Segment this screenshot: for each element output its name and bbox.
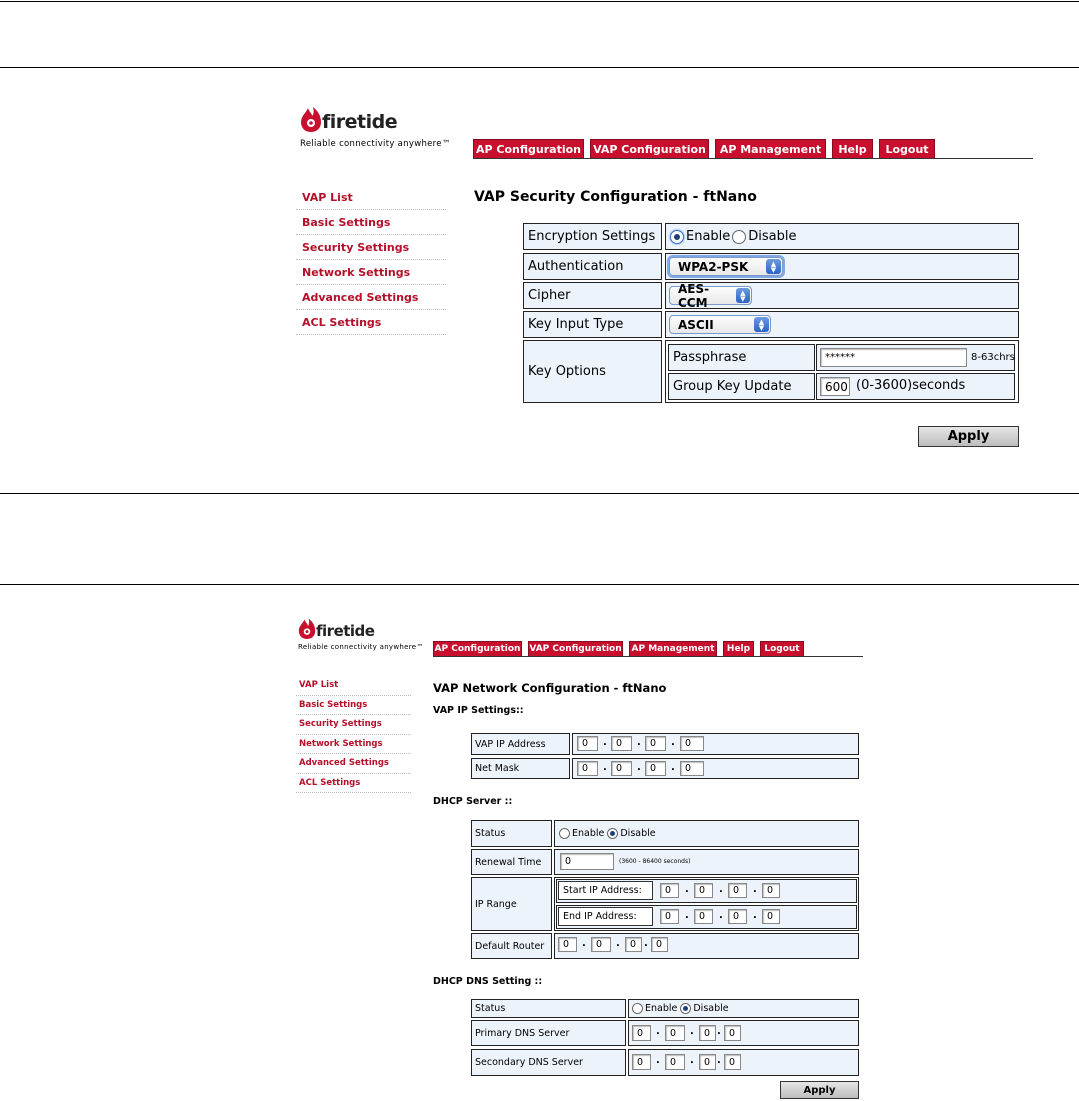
sidebar-item-basic-settings[interactable]: Basic Settings bbox=[296, 210, 446, 235]
brand-logo bbox=[300, 103, 460, 151]
net-mask-octet-4[interactable]: 0 bbox=[680, 761, 704, 776]
dhcp-status-cell bbox=[554, 820, 859, 847]
brand-logo-small bbox=[298, 615, 433, 655]
vap-ip-octet-3[interactable]: 0 bbox=[645, 736, 666, 751]
key-options-label: Key Options bbox=[523, 340, 662, 403]
ip-dot: . bbox=[719, 884, 723, 895]
start-ip-label: Start IP Address: bbox=[558, 881, 653, 900]
tab-logout[interactable]: Logout bbox=[879, 139, 935, 158]
passphrase-input[interactable]: ****** bbox=[820, 348, 967, 367]
separator-3 bbox=[0, 584, 1079, 585]
default-router-octet-1[interactable]: 0 bbox=[558, 937, 577, 952]
vap-ip-address-label: VAP IP Address bbox=[471, 733, 570, 755]
sidebar bbox=[296, 185, 446, 335]
encryption-settings-label: Encryption Settings bbox=[523, 223, 662, 250]
firetide-flame-logo-icon bbox=[298, 615, 316, 640]
encryption-enable-label: Enable bbox=[686, 229, 731, 244]
top-nav-tabs bbox=[473, 139, 941, 158]
ip-dot: . bbox=[656, 1026, 660, 1037]
dhcp-server-heading: DHCP Server :: bbox=[433, 796, 513, 807]
passphrase-hint: 8-63chrs bbox=[971, 352, 1015, 363]
sidebar-item-acl-settings[interactable]: ACL Settings bbox=[296, 310, 446, 335]
secondary-dns-octet-3[interactable]: 0 bbox=[699, 1054, 716, 1070]
cipher-label: Cipher bbox=[523, 282, 662, 309]
tab-help[interactable]: Help bbox=[723, 641, 754, 656]
primary-dns-octet-1[interactable]: 0 bbox=[632, 1025, 651, 1041]
ip-dot: . bbox=[637, 762, 641, 773]
sidebar-item-vap-list[interactable]: VAP List bbox=[296, 676, 411, 696]
dhcp-enable-label: Enable bbox=[572, 828, 605, 839]
dns-status-label: Status bbox=[471, 999, 626, 1018]
ip-dot: . bbox=[690, 1055, 694, 1066]
net-mask-octet-2[interactable]: 0 bbox=[611, 761, 632, 776]
group-key-update-label: Group Key Update bbox=[668, 373, 815, 400]
sidebar-item-network-settings[interactable]: Network Settings bbox=[296, 735, 411, 755]
tab-vap-configuration[interactable]: VAP Configuration bbox=[528, 641, 623, 656]
tab-logout[interactable]: Logout bbox=[760, 641, 804, 656]
sidebar-item-security-settings[interactable]: Security Settings bbox=[296, 715, 411, 735]
encryption-enable-radio[interactable] bbox=[670, 230, 684, 244]
group-key-update-hint: (0-3600)seconds bbox=[856, 378, 966, 393]
tab-underline bbox=[433, 656, 863, 657]
ip-dot: . bbox=[671, 762, 675, 773]
firetide-flame-logo-icon bbox=[300, 103, 322, 133]
vap-ip-octet-4[interactable]: 0 bbox=[680, 736, 704, 751]
dns-disable-radio[interactable] bbox=[680, 1003, 691, 1014]
start-ip-octet-2[interactable]: 0 bbox=[694, 883, 713, 898]
authentication-select[interactable]: WPA2-PSK ▲ ▼ bbox=[669, 257, 783, 276]
dns-disable-label: Disable bbox=[693, 1003, 729, 1014]
default-router-octet-4[interactable]: 0 bbox=[651, 937, 668, 952]
authentication-label: Authentication bbox=[523, 253, 662, 280]
default-router-label: Default Router bbox=[471, 933, 552, 959]
dhcp-status-label: Status bbox=[471, 820, 552, 847]
ip-dot: . bbox=[603, 737, 607, 748]
default-router-octet-2[interactable]: 0 bbox=[591, 937, 611, 952]
sidebar bbox=[296, 676, 411, 793]
net-mask-octet-1[interactable]: 0 bbox=[577, 761, 598, 776]
vap-ip-settings-heading: VAP IP Settings:: bbox=[433, 705, 524, 716]
sidebar-item-vap-list[interactable]: VAP List bbox=[296, 185, 446, 210]
end-ip-octet-1[interactable]: 0 bbox=[660, 909, 679, 924]
sidebar-item-advanced-settings[interactable]: Advanced Settings bbox=[296, 754, 411, 774]
page-title: VAP Security Configuration - ftNano bbox=[474, 189, 757, 205]
ip-dot: . bbox=[685, 884, 689, 895]
ip-dot: . bbox=[717, 1055, 721, 1066]
dns-enable-label: Enable bbox=[645, 1003, 678, 1014]
ip-dot: . bbox=[753, 884, 757, 895]
group-key-update-input[interactable]: 600 bbox=[820, 377, 850, 396]
ip-dot: . bbox=[637, 737, 641, 748]
default-router-octet-3[interactable]: 0 bbox=[625, 937, 642, 952]
separator-1 bbox=[0, 67, 1079, 68]
separator-top bbox=[0, 1, 1079, 2]
renewal-time-hint: (3600 - 86400 seconds) bbox=[619, 858, 691, 865]
select-arrows-icon: ▲ ▼ bbox=[736, 288, 750, 303]
dhcp-enable-radio[interactable] bbox=[559, 828, 570, 839]
sidebar-item-acl-settings[interactable]: ACL Settings bbox=[296, 774, 411, 794]
select-arrows-icon: ▲ ▼ bbox=[754, 317, 769, 332]
sidebar-item-advanced-settings[interactable]: Advanced Settings bbox=[296, 285, 446, 310]
start-ip-octet-1[interactable]: 0 bbox=[660, 883, 679, 898]
passphrase-label: Passphrase bbox=[668, 344, 815, 371]
secondary-dns-octet-4[interactable]: 0 bbox=[724, 1054, 741, 1070]
dns-enable-radio[interactable] bbox=[632, 1003, 643, 1014]
renewal-time-input[interactable]: 0 bbox=[560, 853, 614, 870]
key-input-type-label: Key Input Type bbox=[523, 311, 662, 338]
ip-dot: . bbox=[685, 910, 689, 921]
net-mask-label: Net Mask bbox=[471, 758, 570, 779]
dhcp-disable-radio[interactable] bbox=[607, 828, 618, 839]
secondary-dns-octet-2[interactable]: 0 bbox=[665, 1054, 685, 1070]
primary-dns-octet-2[interactable]: 0 bbox=[665, 1025, 685, 1041]
page-title: VAP Network Configuration - ftNano bbox=[433, 681, 667, 695]
end-ip-label: End IP Address: bbox=[558, 907, 653, 926]
renewal-time-label: Renewal Time bbox=[471, 849, 552, 875]
brand-wordmark: firetide bbox=[322, 111, 398, 133]
tab-help[interactable]: Help bbox=[832, 139, 873, 158]
tab-ap-management[interactable]: AP Management bbox=[629, 641, 717, 656]
start-ip-octet-3[interactable]: 0 bbox=[728, 883, 747, 898]
secondary-dns-label: Secondary DNS Server bbox=[471, 1049, 626, 1076]
vap-ip-octet-1[interactable]: 0 bbox=[577, 736, 598, 751]
ip-range-label: IP Range bbox=[471, 877, 552, 931]
brand-wordmark: firetide bbox=[316, 622, 375, 640]
ip-dot: . bbox=[671, 737, 675, 748]
encryption-settings-cell bbox=[665, 223, 1019, 250]
encryption-disable-radio[interactable] bbox=[732, 230, 746, 244]
primary-dns-label: Primary DNS Server bbox=[471, 1020, 626, 1046]
sidebar-item-security-settings[interactable]: Security Settings bbox=[296, 235, 446, 260]
end-ip-octet-2[interactable]: 0 bbox=[694, 909, 713, 924]
brand-tagline: Reliable connectivity anywhere™ bbox=[298, 643, 424, 651]
tab-underline bbox=[473, 158, 1033, 159]
start-ip-octet-4[interactable]: 0 bbox=[762, 883, 780, 898]
secondary-dns-octet-1[interactable]: 0 bbox=[632, 1054, 651, 1070]
tab-ap-management[interactable]: AP Management bbox=[715, 139, 826, 158]
ip-dot: . bbox=[753, 910, 757, 921]
secondary-dns-cell bbox=[628, 1049, 859, 1076]
ip-dot: . bbox=[644, 938, 648, 949]
net-mask-octet-3[interactable]: 0 bbox=[645, 761, 666, 776]
sidebar-item-basic-settings[interactable]: Basic Settings bbox=[296, 696, 411, 716]
separator-2 bbox=[0, 493, 1079, 494]
dhcp-disable-label: Disable bbox=[620, 828, 656, 839]
security-apply-button[interactable]: Apply bbox=[918, 426, 1019, 447]
tab-vap-configuration[interactable]: VAP Configuration bbox=[590, 139, 709, 158]
encryption-disable-label: Disable bbox=[748, 229, 797, 244]
key-input-type-select[interactable]: ASCII ▲ ▼ bbox=[669, 315, 771, 334]
ip-dot: . bbox=[616, 938, 620, 949]
end-ip-octet-3[interactable]: 0 bbox=[728, 909, 747, 924]
tab-ap-configuration[interactable]: AP Configuration bbox=[473, 139, 584, 158]
top-nav-tabs bbox=[433, 641, 810, 656]
vap-ip-octet-2[interactable]: 0 bbox=[611, 736, 632, 751]
primary-dns-octet-3[interactable]: 0 bbox=[699, 1025, 716, 1041]
network-apply-button[interactable]: Apply bbox=[780, 1081, 859, 1099]
cipher-select[interactable]: AES-CCM ▲ ▼ bbox=[669, 286, 752, 305]
ip-dot: . bbox=[717, 1026, 721, 1037]
dhcp-dns-heading: DHCP DNS Setting :: bbox=[433, 976, 543, 987]
end-ip-octet-4[interactable]: 0 bbox=[762, 909, 780, 924]
tab-ap-configuration[interactable]: AP Configuration bbox=[433, 641, 522, 656]
primary-dns-octet-4[interactable]: 0 bbox=[724, 1025, 741, 1041]
ip-dot: . bbox=[603, 762, 607, 773]
dns-status-cell bbox=[628, 999, 859, 1018]
brand-tagline: Reliable connectivity anywhere™ bbox=[300, 139, 451, 149]
primary-dns-cell bbox=[628, 1020, 859, 1046]
ip-dot: . bbox=[719, 910, 723, 921]
select-arrows-icon: ▲ ▼ bbox=[766, 259, 781, 274]
ip-dot: . bbox=[656, 1055, 660, 1066]
ip-dot: . bbox=[582, 938, 586, 949]
ip-dot: . bbox=[690, 1026, 694, 1037]
sidebar-item-network-settings[interactable]: Network Settings bbox=[296, 260, 446, 285]
